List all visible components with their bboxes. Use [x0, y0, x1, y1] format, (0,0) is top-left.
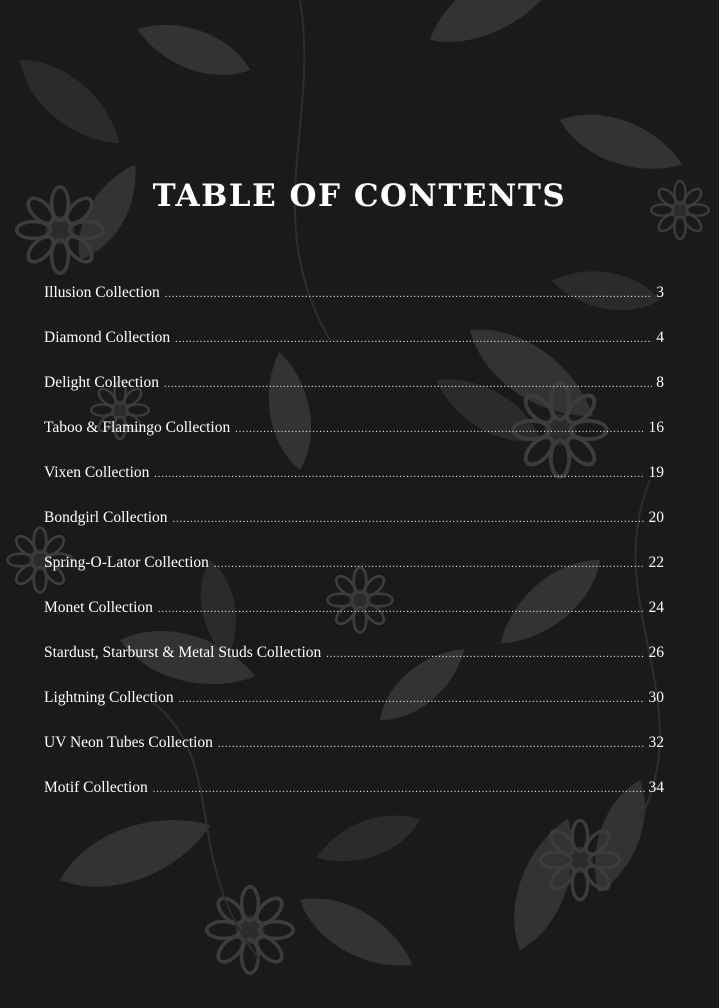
toc-entry-page: 16: [648, 419, 664, 436]
toc-entry-label: Stardust, Starburst & Metal Studs Collection: [44, 644, 322, 661]
toc-entry[interactable]: [44, 509, 664, 554]
toc-entry[interactable]: [44, 779, 664, 824]
toc-list: [44, 284, 664, 824]
toc-entry-label: Lightning Collection: [44, 689, 174, 706]
toc-entry[interactable]: [44, 554, 664, 599]
page-title: TABLE OF CONTENTS: [152, 178, 567, 214]
toc-entry[interactable]: [44, 419, 664, 464]
dot-leader: [165, 289, 652, 300]
dot-leader: [179, 694, 645, 705]
toc-entry-label: Monet Collection: [44, 599, 153, 616]
toc-entry-page: 22: [648, 554, 664, 571]
toc-entry[interactable]: [44, 374, 664, 419]
dot-leader: [164, 379, 652, 390]
toc-entry-label: Illusion Collection: [44, 284, 160, 301]
toc-entry[interactable]: [44, 734, 664, 779]
toc-entry-page: 3: [656, 284, 664, 301]
dot-leader: [214, 559, 645, 570]
toc-entry-page: 34: [648, 779, 664, 796]
dot-leader: [326, 649, 644, 660]
toc-entry-label: Bondgirl Collection: [44, 509, 168, 526]
dot-leader: [218, 739, 645, 750]
dot-leader: [235, 424, 644, 435]
toc-entry-page: 4: [656, 329, 664, 346]
toc-entry-label: Diamond Collection: [44, 329, 171, 346]
toc-entry[interactable]: [44, 689, 664, 734]
toc-entry-label: Delight Collection: [44, 374, 159, 391]
toc-entry-label: Motif Collection: [44, 779, 148, 796]
dot-leader: [158, 604, 645, 615]
toc-entry[interactable]: [44, 644, 664, 689]
toc-entry-page: 8: [656, 374, 664, 391]
toc-entry-page: 26: [648, 644, 664, 661]
toc-entry-page: 19: [648, 464, 664, 481]
toc-entry-page: 24: [648, 599, 664, 616]
toc-entry-label: Taboo & Flamingo Collection: [44, 419, 231, 436]
dot-leader: [153, 784, 645, 795]
dot-leader: [154, 469, 644, 480]
toc-entry[interactable]: [44, 599, 664, 644]
toc-entry-label: Vixen Collection: [44, 464, 150, 481]
toc-entry[interactable]: [44, 284, 664, 329]
toc-entry-page: 30: [648, 689, 664, 706]
toc-entry-label: Spring-O-Lator Collection: [44, 554, 209, 571]
dot-leader: [173, 514, 645, 525]
toc-entry-page: 32: [648, 734, 664, 751]
toc-entry[interactable]: [44, 329, 664, 374]
toc-entry-label: UV Neon Tubes Collection: [44, 734, 213, 751]
toc-entry[interactable]: [44, 464, 664, 509]
dot-leader: [175, 334, 652, 345]
toc-entry-page: 20: [648, 509, 664, 526]
